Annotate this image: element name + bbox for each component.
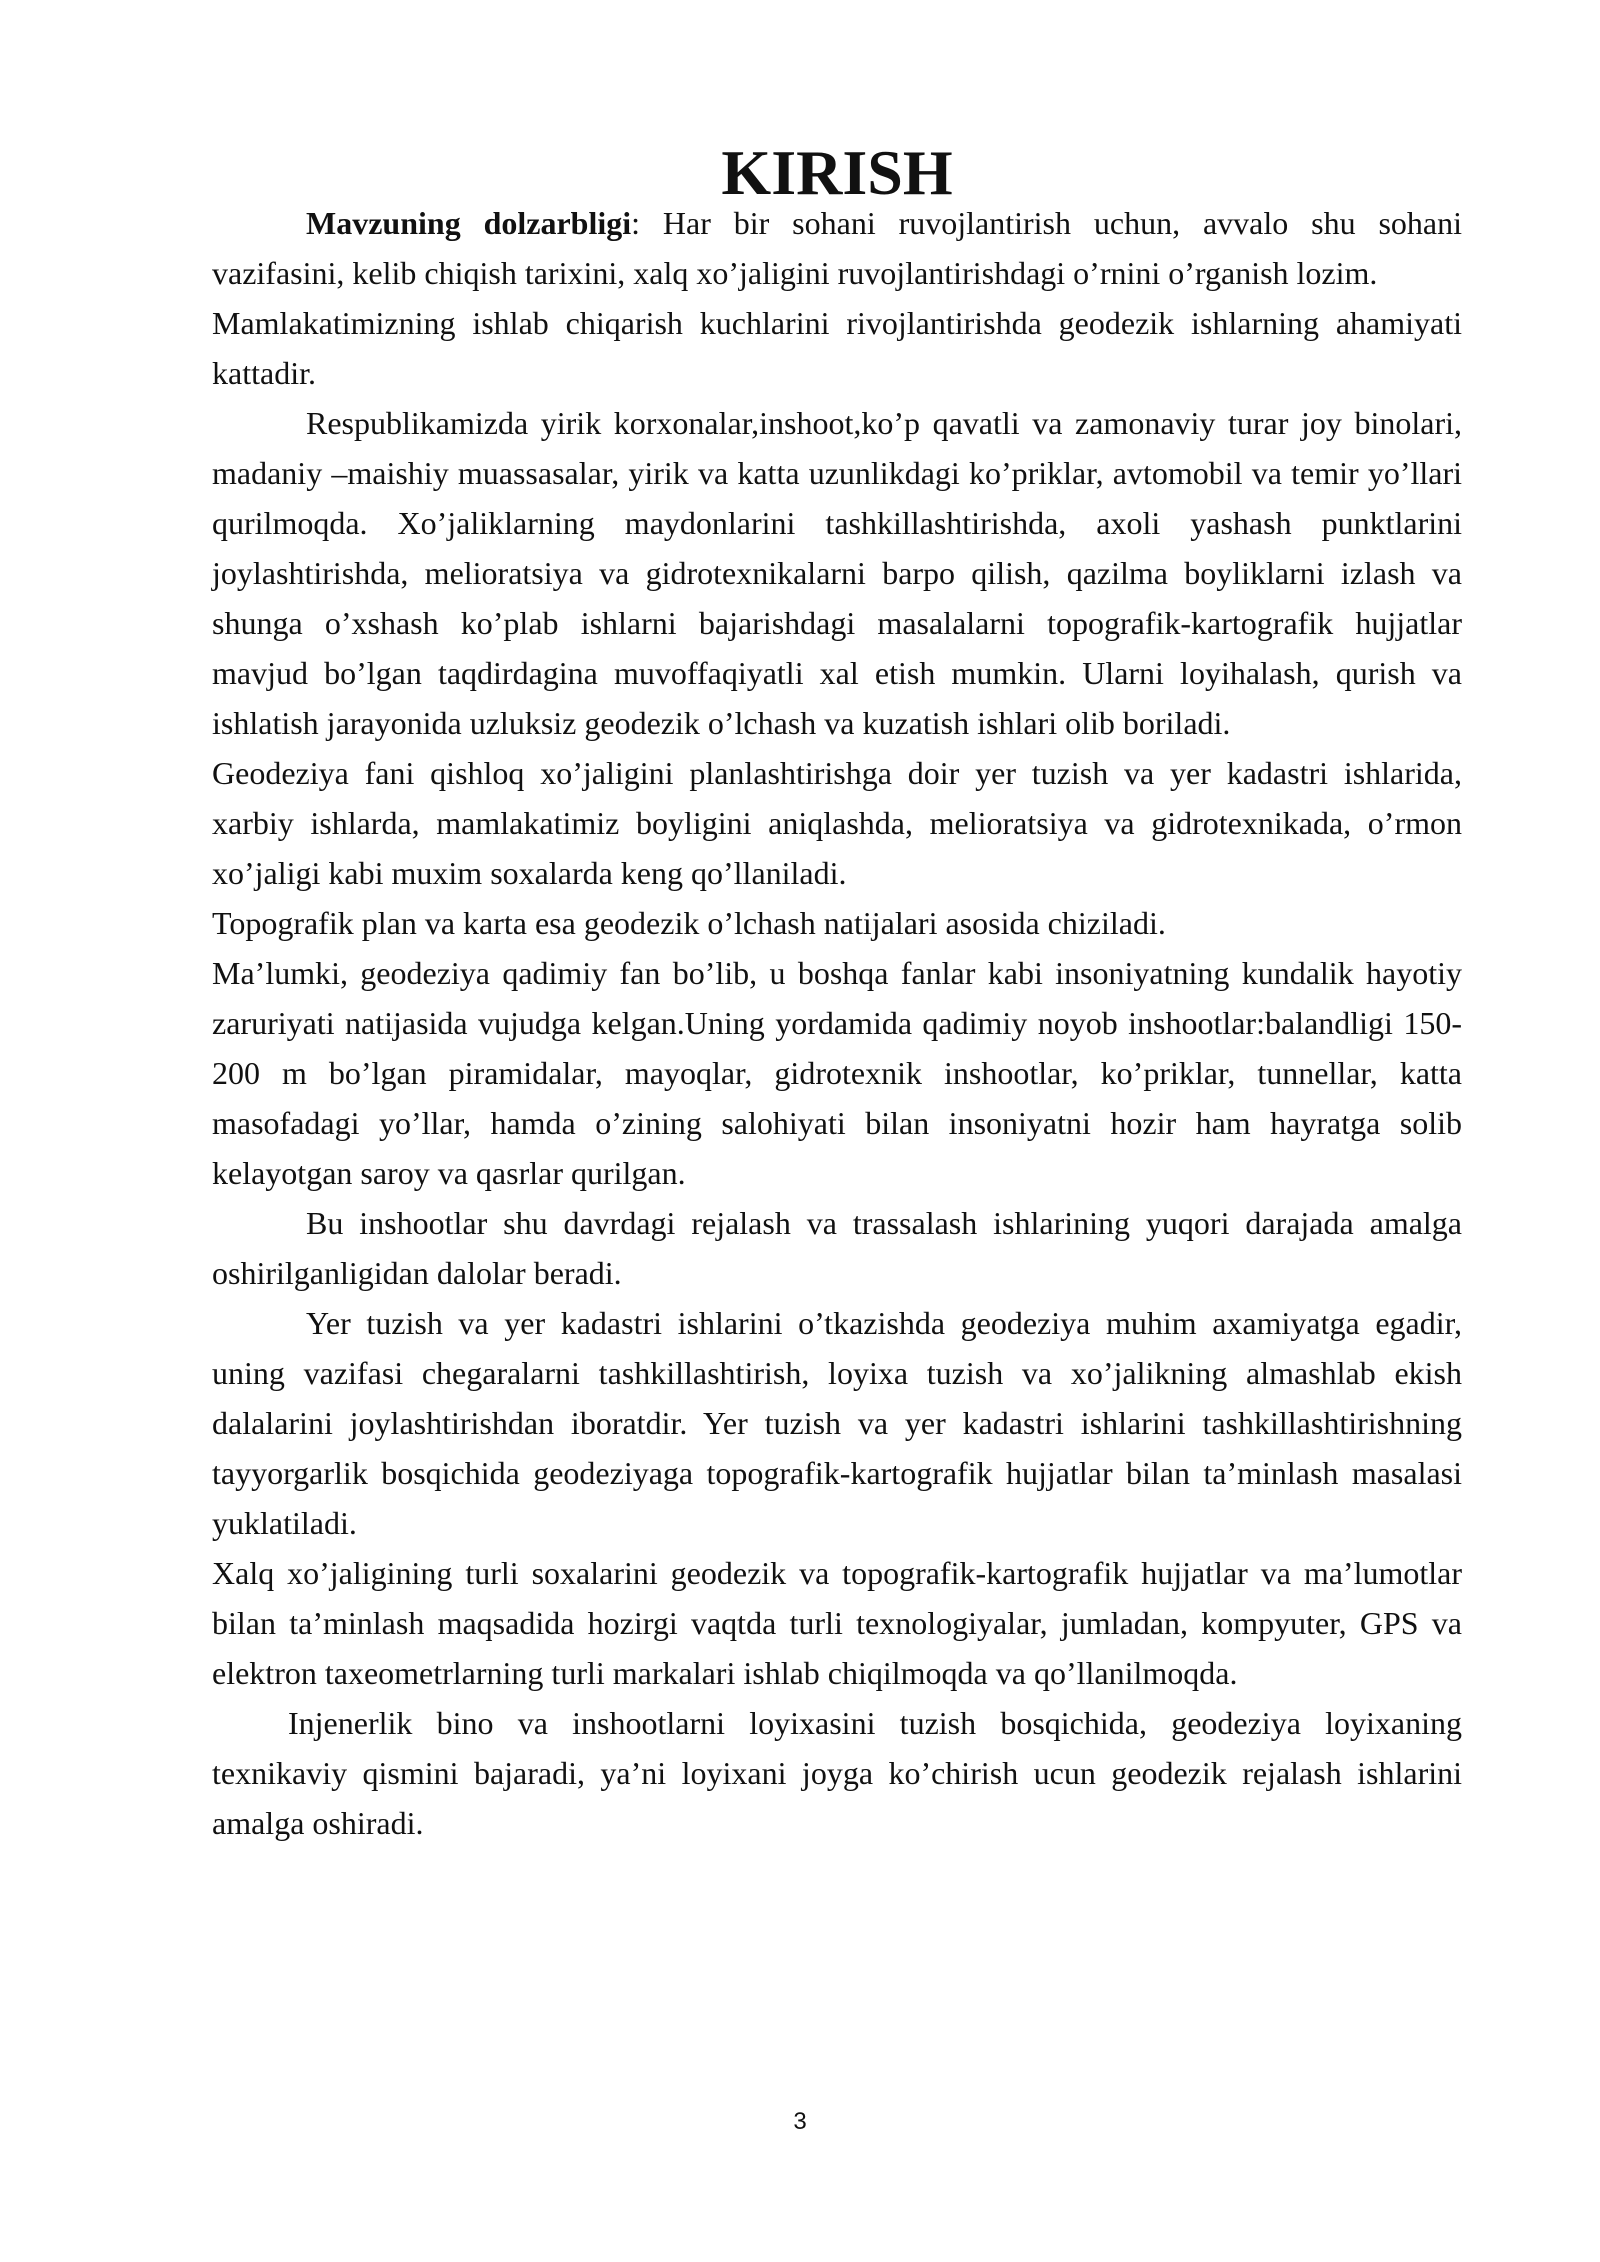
page-number: 3 [793,2108,807,2135]
paragraph-2: Mamlakatimizning ishlab chiqarish kuchlarini rivojlantirishda geodezik ishlarning ahamiyati kattadir. [212,305,1462,391]
document-page [212,137,1462,1848]
paragraph-8: Yer tuzish va yer kadastri ishlarini o’tkazishda geodeziya muhim axamiyatga egadir, uning vazifasi chegaralarni tashkillashtirish, loyixa tuzish va xo’jalikning almashlab ekish dalalarini joylashtirishdan iboratdir. Yer tuzish va yer kadastri ishlarini tashkillashtirishning tayyorgarlik bosqichida geodeziyaga topografik-kartografik hujjatlar bilan ta’minlash masalasi yuklatiladi. [212,1305,1462,1541]
paragraph-10: Injenerlik bino va inshootlarni loyixasini tuzish bosqichida, geodeziya loyixaning texnikaviy qismini bajaradi, ya’ni loyixani joyga ko’chirish ucun geodezik rejalash ishlarini amalga oshiradi. [212,1705,1462,1841]
paragraph-4: Geodeziya fani qishloq xo’jaligini planlashtirishga doir yer tuzish va yer kadastri ishlarida, xarbiy ishlarda, mamlakatimiz boyligini aniqlashda, melioratsiya va gidrotexnikada, o’rmon xo’jaligi kabi muxim soxalarda keng qo’llaniladi. [212,755,1462,891]
paragraph-9: Xalq xo’jaligining turli soxalarini geodezik va topografik-kartografik hujjatlar va ma’lumotlar bilan ta’minlash maqsadida hozirgi vaqtda turli texnologiyalar, jumladan, kompyuter, GPS va elektron taxeometrlarning turli markalari ishlab chiqilmoqda va qo’llanilmoqda. [212,1555,1462,1691]
paragraph-3: Respublikamizda yirik korxonalar,inshoot,ko’p qavatli va zamonaviy turar joy binolari, madaniy –maishiy muassasalar, yirik va katta uzunlikdagi ko’priklar, avtomobil va temir yo’llari qurilmoqda. Xo’jaliklarning maydonlarini tashkillashtirishda, axoli yashash punktlarini joylashtirishda, melioratsiya va gidrotexnikalarni barpo qilish, qazilma boyliklarni izlash va shunga o’xshash ko’plab ishlarni bajarishdagi masalalarni topografik-kartografik hujjatlar mavjud bo’lgan taqdirdagina muvoffaqiyatli xal etish mumkin. Ularni loyihalash, qurish va ishlatish jarayonida uzluksiz geodezik o’lchash va kuzatish ishlari olib boriladi. [212,405,1462,741]
intro-text: Har bir sohani ruvojlantirish uchun, avvalo shu sohani vazifasini, kelib chiqish tarixini, xalq xo’jaligini ruvojlantirishdagi o’rnini o’rganish lozim. [212,205,1462,291]
paragraph-7: Bu inshootlar shu davrdagi rejalash va trassalash ishlarining yuqori darajada amalga oshirilganligidan dalolar beradi. [212,1205,1462,1291]
intro-colon: : [631,205,641,241]
intro-heading: Mavzuning dolzarbligi [306,205,632,241]
paragraph-intro [212,198,1462,298]
paragraph-5: Topografik plan va karta esa geodezik o’lchash natijalari asosida chiziladi. [212,905,1166,941]
page-title: KIRISH [721,137,953,208]
paragraph-6: Ma’lumki, geodeziya qadimiy fan bo’lib, u boshqa fanlar kabi insoniyatning kundalik hayotiy zaruriyati natijasida vujudga kelgan.Uning yordamida qadimiy noyob inshootlar:balandligi 150-200 m bo’lgan piramidalar, mayoqlar, gidrotexnik inshootlar, ko’priklar, tunnellar, katta masofadagi yo’llar, hamda o’zining salohiyati bilan insoniyatni hozir ham hayratga solib kelayotgan saroy va qasrlar qurilgan. [212,955,1462,1191]
